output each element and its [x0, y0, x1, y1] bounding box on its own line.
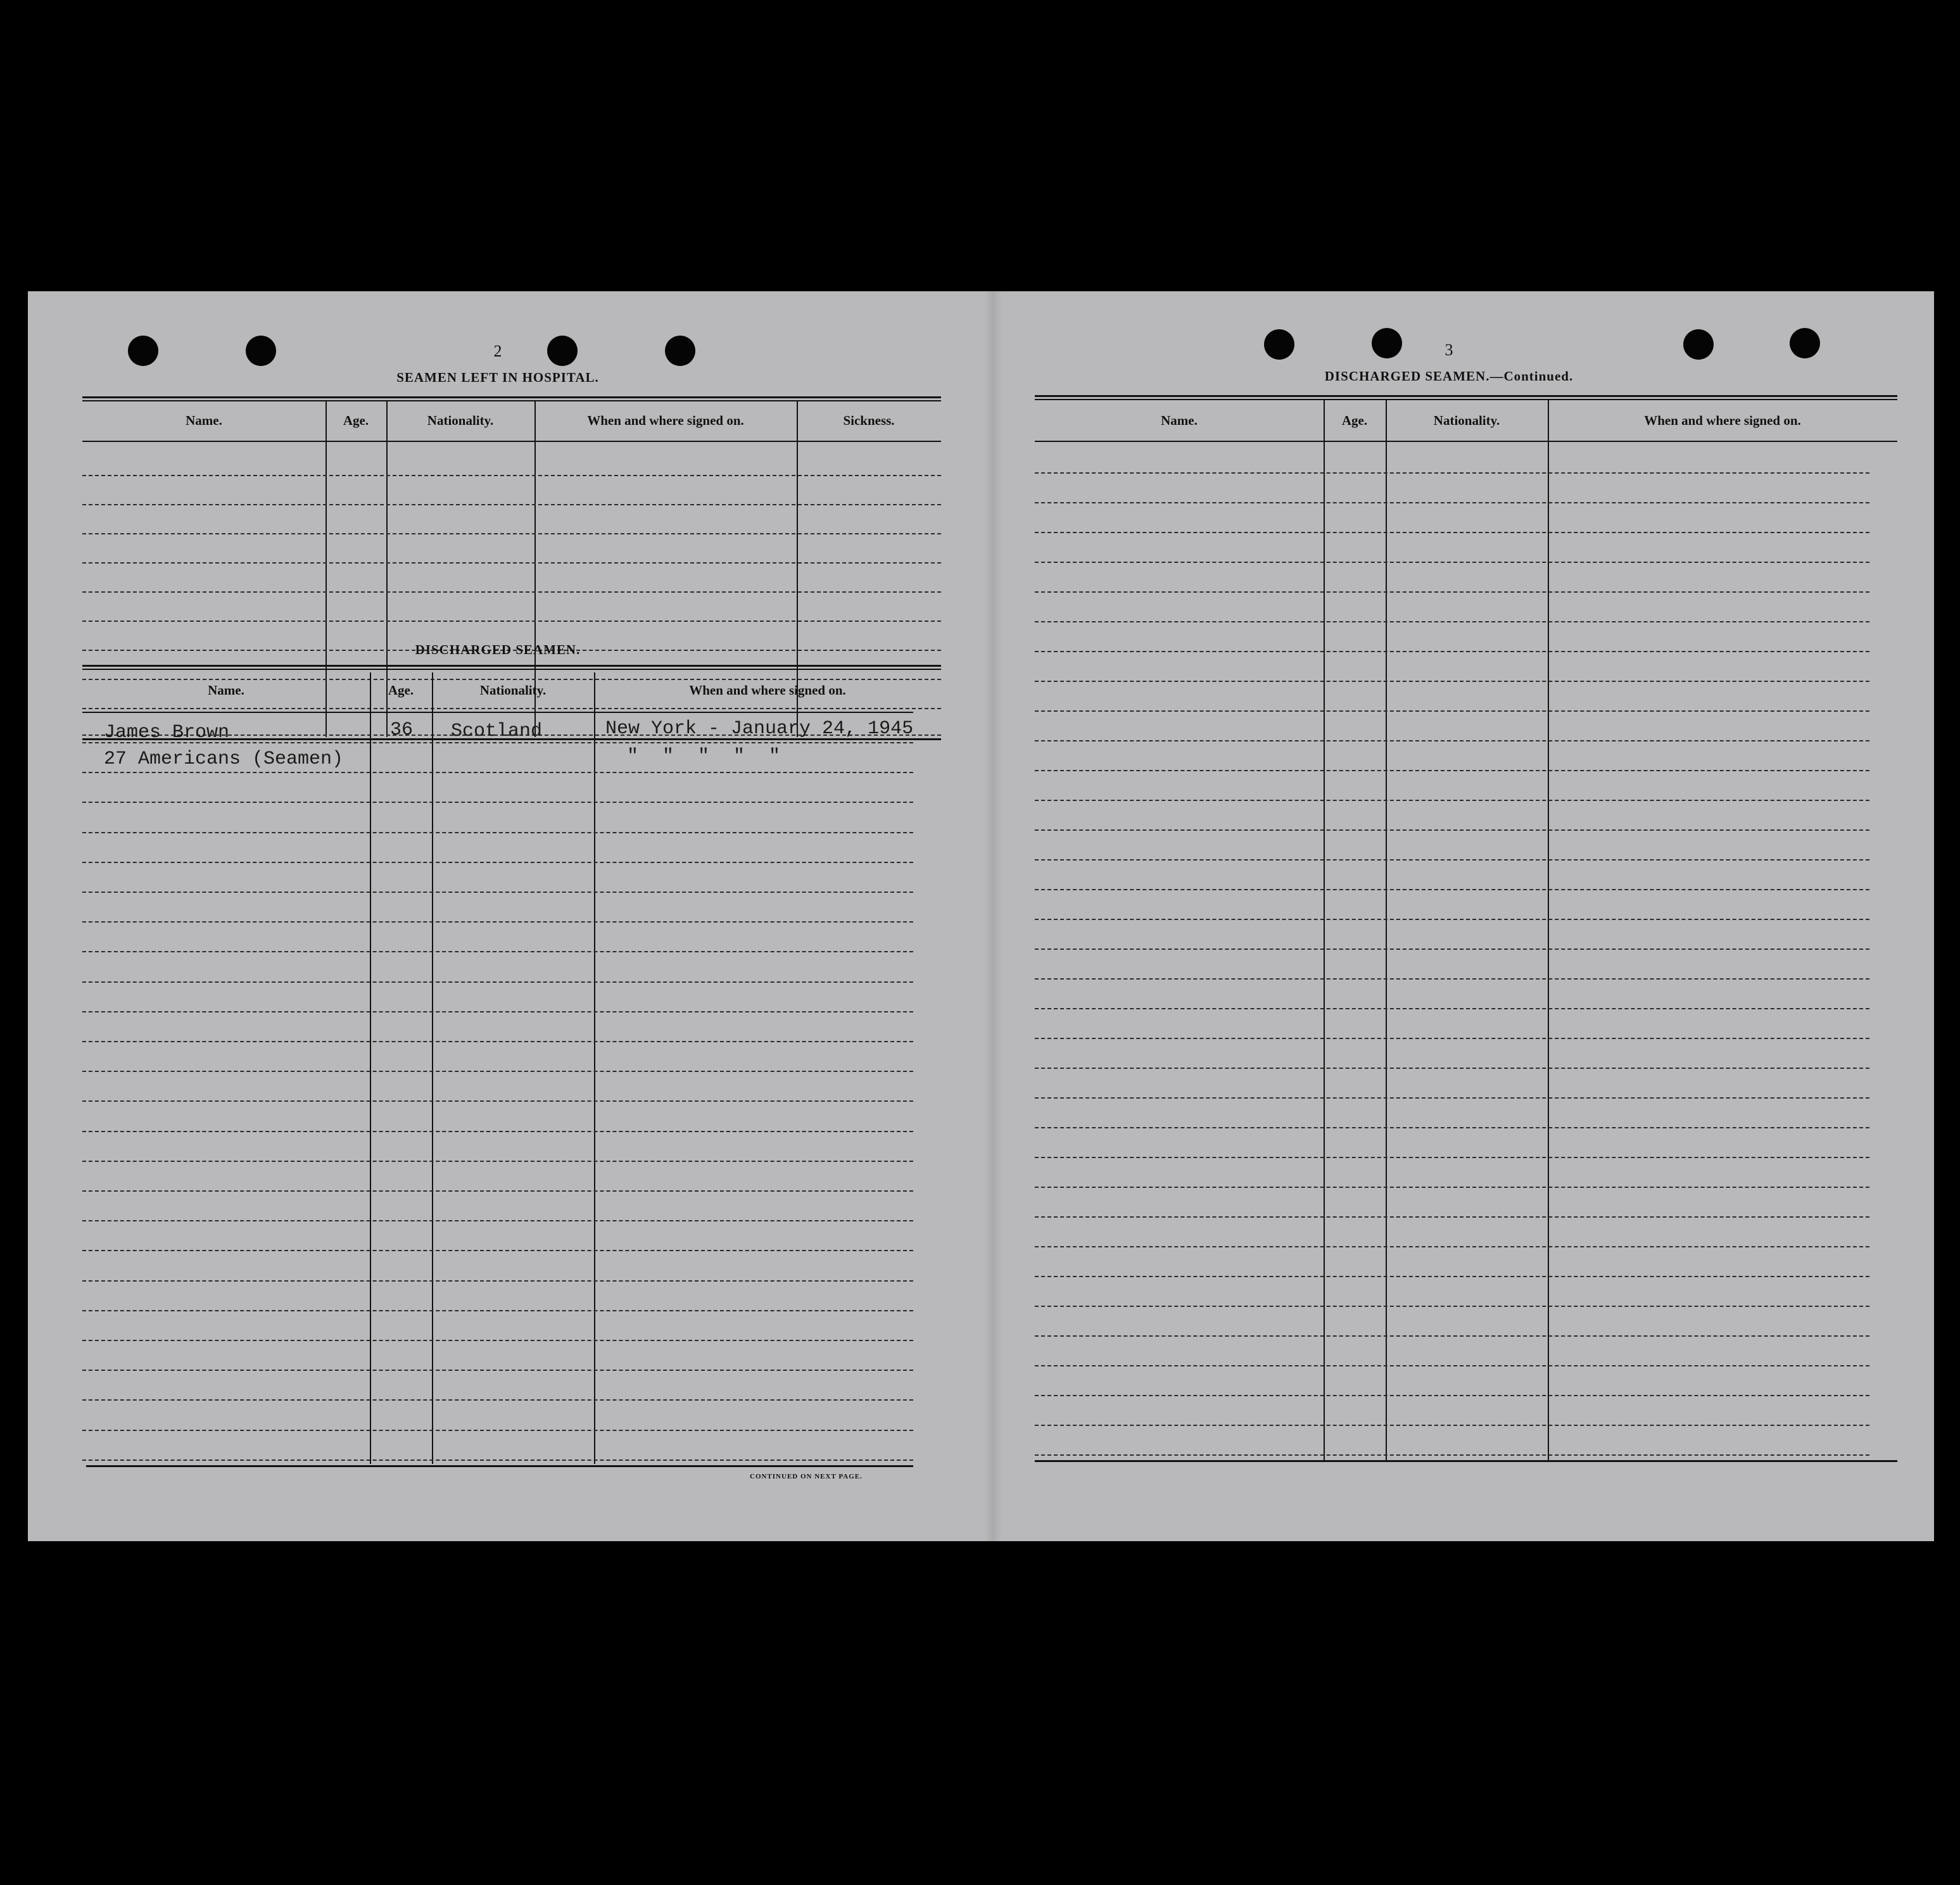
row-line	[1035, 681, 1869, 682]
row-line	[1035, 1216, 1869, 1218]
column-header-name: Name.	[186, 413, 222, 428]
row-line	[82, 504, 941, 505]
discharged-section-title: DISCHARGED SEAMEN.	[415, 642, 581, 657]
page-number: 3	[1445, 341, 1453, 359]
row-line	[1035, 1395, 1869, 1396]
row-line	[1035, 949, 1869, 950]
row-line	[82, 802, 913, 803]
row-line	[82, 1041, 913, 1042]
row-line	[1035, 1187, 1869, 1188]
page-number: 2	[493, 342, 502, 360]
row-line	[1035, 1335, 1869, 1337]
row-line	[82, 1370, 913, 1371]
table-top-rule	[82, 669, 941, 670]
row-line	[82, 1399, 913, 1401]
table-cell-age: 36	[390, 719, 414, 741]
row-line	[82, 1131, 913, 1132]
table-top-rule	[82, 665, 941, 667]
row-line	[1035, 1365, 1869, 1366]
row-line	[1035, 651, 1869, 652]
row-line	[1035, 1127, 1869, 1128]
column-header-signed-on: When and where signed on.	[689, 683, 846, 698]
table-top-rule	[1035, 399, 1897, 400]
row-line	[1035, 591, 1869, 593]
punch-hole	[665, 336, 695, 366]
column-divider	[1386, 400, 1387, 1460]
punch-hole	[1790, 328, 1820, 358]
center-fold	[984, 291, 1002, 1541]
table-cell-name: James Brown	[104, 722, 230, 743]
column-header-age: Age.	[388, 683, 414, 698]
row-line	[82, 533, 941, 534]
punch-hole	[1264, 329, 1294, 360]
row-line	[1035, 1454, 1869, 1456]
column-header-name: Name.	[208, 683, 244, 698]
punch-hole	[1683, 329, 1714, 360]
table-cell-name: 27 Americans (Seamen)	[104, 748, 344, 770]
row-line	[1035, 1276, 1869, 1277]
row-line	[82, 742, 913, 743]
row-line	[1035, 889, 1869, 890]
row-line	[82, 1430, 913, 1431]
header-bottom-rule	[1035, 441, 1897, 442]
row-line	[1035, 1246, 1869, 1247]
row-line	[82, 1220, 913, 1221]
row-line	[1035, 1306, 1869, 1307]
column-divider	[1324, 400, 1325, 1460]
header-bottom-rule	[82, 712, 913, 713]
row-line	[82, 1190, 913, 1192]
column-header-nationality: Nationality.	[427, 413, 494, 428]
row-line	[1035, 502, 1869, 503]
row-line	[1035, 800, 1869, 801]
row-line	[1035, 562, 1869, 563]
table-bottom-rule	[1035, 1460, 1897, 1462]
row-line	[1035, 859, 1869, 861]
row-line	[82, 1161, 913, 1162]
column-header-signed-on: When and where signed on.	[587, 413, 744, 428]
row-line	[1035, 1097, 1869, 1099]
column-divider	[370, 672, 371, 1464]
row-line	[82, 1100, 913, 1102]
row-line	[1035, 829, 1869, 831]
row-line	[1035, 710, 1869, 712]
row-line	[82, 562, 941, 564]
row-line	[1035, 621, 1869, 622]
column-divider	[1548, 400, 1549, 1460]
header-bottom-rule	[82, 441, 941, 442]
row-line	[82, 1280, 913, 1282]
row-line	[82, 772, 913, 773]
row-line	[1035, 1068, 1869, 1069]
row-line	[82, 951, 913, 952]
table-cell-signed-on: New York - January 24, 1945	[605, 718, 914, 740]
row-line	[82, 475, 941, 476]
row-line	[1035, 1425, 1869, 1426]
row-line	[82, 1071, 913, 1072]
table-bottom-rule	[86, 1465, 913, 1467]
row-line	[82, 591, 941, 593]
document-sheet	[28, 291, 1934, 1541]
row-line	[82, 708, 941, 709]
row-line	[82, 1011, 913, 1012]
table-cell-signed-on: " " " " "	[627, 746, 787, 767]
column-header-age: Age.	[1341, 413, 1368, 428]
row-line	[1035, 1038, 1869, 1039]
row-line	[1035, 532, 1869, 533]
column-header-age: Age.	[343, 413, 369, 428]
column-divider	[432, 672, 433, 1464]
row-line	[82, 1340, 913, 1341]
row-line	[82, 679, 941, 680]
table-top-rule	[1035, 395, 1897, 397]
row-line	[82, 832, 913, 833]
row-line	[1035, 1008, 1869, 1009]
column-header-signed-on: When and where signed on.	[1644, 413, 1801, 428]
row-line	[1035, 1157, 1869, 1158]
table-cell-nationality: Scotland	[451, 721, 543, 742]
row-line	[1035, 770, 1869, 771]
continued-note: CONTINUED ON NEXT PAGE.	[750, 1473, 863, 1480]
row-line	[82, 1459, 913, 1461]
table-top-rule	[82, 400, 941, 401]
row-line	[82, 1310, 913, 1311]
row-line	[82, 1250, 913, 1251]
punch-hole	[128, 336, 158, 366]
punch-hole	[246, 336, 276, 366]
row-line	[1035, 919, 1869, 920]
column-header-nationality: Nationality.	[479, 683, 547, 698]
row-line	[1035, 740, 1869, 741]
punch-hole	[1372, 328, 1402, 358]
column-header-sickness: Sickness.	[843, 413, 895, 428]
hospital-section-title: SEAMEN LEFT IN HOSPITAL.	[396, 370, 599, 385]
row-line	[82, 621, 941, 622]
table-top-rule	[82, 396, 941, 398]
column-divider	[594, 672, 595, 1464]
row-line	[82, 862, 913, 863]
column-header-nationality: Nationality.	[1433, 413, 1500, 428]
page-title: DISCHARGED SEAMEN.—Continued.	[1324, 369, 1574, 384]
row-line	[1035, 978, 1869, 980]
column-header-name: Name.	[1161, 413, 1198, 428]
row-line	[82, 892, 913, 893]
punch-hole	[547, 336, 578, 366]
row-line	[1035, 472, 1869, 474]
row-line	[82, 981, 913, 983]
row-line	[82, 921, 913, 923]
